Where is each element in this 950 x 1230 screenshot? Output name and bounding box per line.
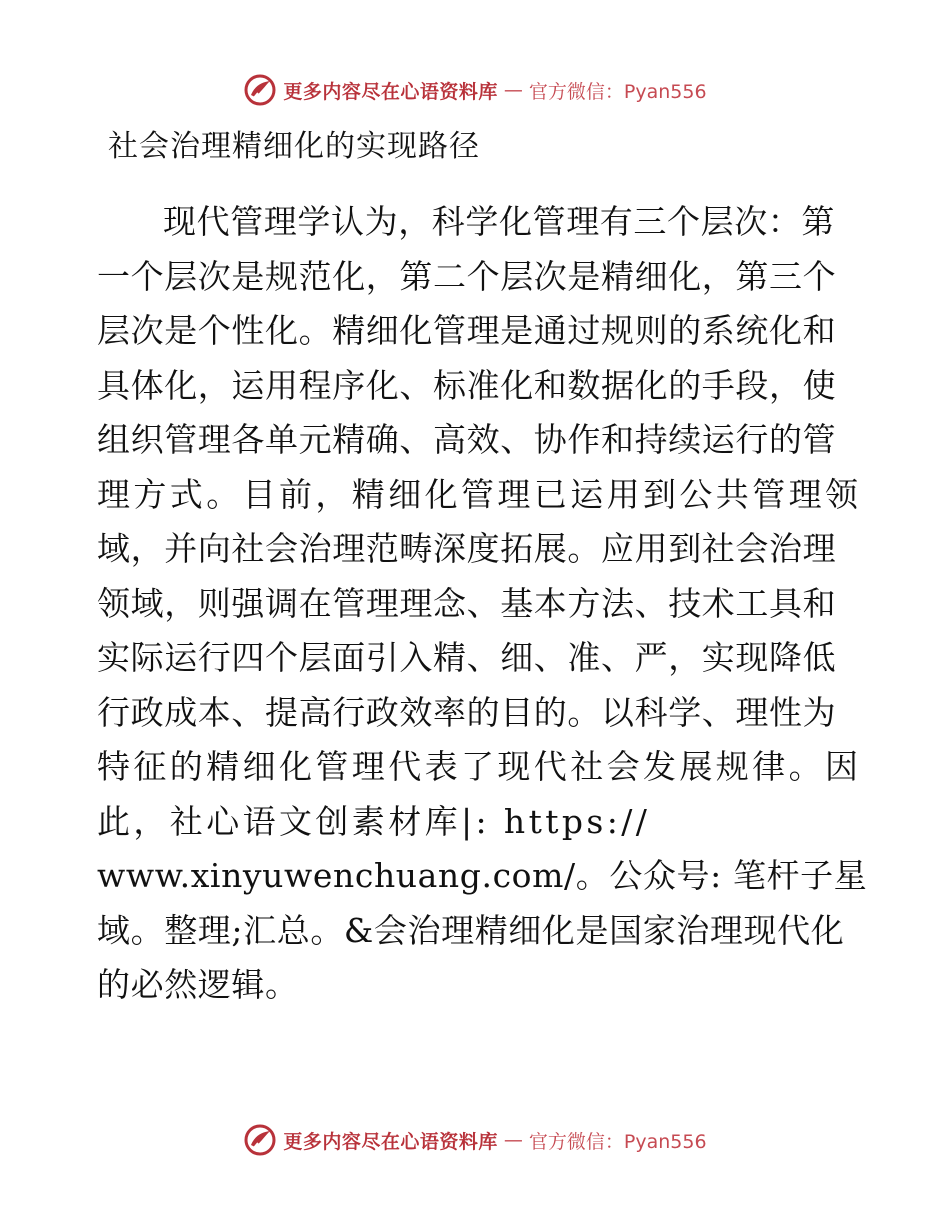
body-line: 领域，则强调在管理理念、基本方法、技术工具和 bbox=[97, 583, 837, 623]
body-line: 行政成本、提高行政效率的目的。以科学、理性为 bbox=[97, 692, 837, 732]
brand-logo-icon bbox=[243, 1123, 277, 1157]
banner-wechat-text: 官方微信：Pyan556 bbox=[528, 80, 707, 103]
brand-logo-icon bbox=[243, 73, 277, 107]
body-line: 域。整理;汇总。&会治理精细化是国家治理现代化 bbox=[97, 910, 845, 950]
body-line: 的必然逻辑。 bbox=[97, 965, 299, 1004]
banner-library-text: 更多内容尽在心语资料库 bbox=[283, 80, 498, 103]
banner-dash: — bbox=[503, 1129, 523, 1151]
body-line: 特征的精细化管理代表了现代社会发展规律。因 bbox=[97, 747, 862, 786]
body-line: www.xinyuwenchuang.com/。公众号: 笔杆子星 bbox=[97, 856, 868, 895]
body-line: 此，社心语文创素材库|: https:// bbox=[97, 801, 651, 841]
body-line: 现代管理学认为，科学化管理有三个层次：第 bbox=[163, 202, 835, 241]
banner-library-text: 更多内容尽在心语资料库 bbox=[283, 1130, 498, 1153]
body-line: 一个层次是规范化，第二个层次是精细化，第三个 bbox=[97, 256, 837, 296]
body-line: 具体化，运用程序化、标准化和数据化的手段，使 bbox=[97, 365, 837, 405]
body-line: 理方式。目前，精细化管理已运用到公共管理领 bbox=[97, 474, 862, 514]
header-watermark-banner bbox=[0, 70, 950, 110]
document-body-paragraph bbox=[97, 195, 868, 1013]
footer-watermark-banner bbox=[0, 1120, 950, 1160]
body-line: 实际运行四个层面引入精、细、准、严，实现降低 bbox=[97, 638, 837, 677]
banner-dash: — bbox=[503, 79, 523, 101]
body-line: 层次是个性化。精细化管理是通过规则的系统化和 bbox=[97, 311, 837, 350]
banner-wechat-text: 官方微信：Pyan556 bbox=[528, 1130, 707, 1153]
document-title: 社会治理精细化的实现路径 bbox=[108, 129, 480, 164]
body-line: 组织管理各单元精确、高效、协作和持续运行的管 bbox=[97, 420, 837, 459]
body-line: 域，并向社会治理范畴深度拓展。应用到社会治理 bbox=[97, 529, 837, 568]
